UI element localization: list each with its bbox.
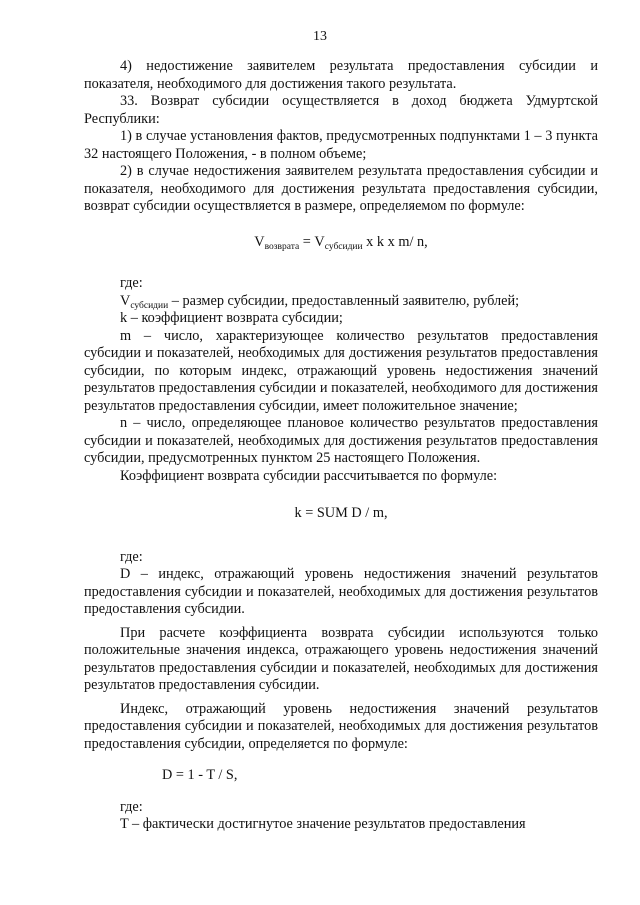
definition-m: m – число, характеризующее количество результатов предоставления субсидии и показателей, необходимых для достижения результатов предоставления субсидии, по которым индекс, отражающий уровень недостижения значений результатов предоставления субсидии и показателей, необходимого для достижения результатов предоставления субсидии, имеет положительное значение; xyxy=(84,327,598,414)
coefficient-intro: Коэффициент возврата субсидии рассчитывается по формуле: xyxy=(120,467,498,484)
formula-refund-eq: = V xyxy=(299,233,325,250)
definition-k: k – коэффициент возврата субсидии; xyxy=(120,310,343,326)
where-label-2: где: xyxy=(120,548,143,565)
definition-v-text: – размер субсидии, предоставленный заявителю, рублей; xyxy=(168,292,520,309)
definition-t: T – фактически достигнутое значение результатов предоставления xyxy=(120,816,526,832)
item-2: 2) в случае недостижения заявителем результата предоставления субсидии и показателя, необходимого для достижения результата предоставления субсидии, возврат субсидии осуществляется в размере, определяемом по формуле: xyxy=(84,163,598,214)
definition-d: D – индекс, отражающий уровень недостижения значений результатов предоставления субсидии и показателей, необходимых для достижения результатов предоставления субсидии. xyxy=(84,566,598,617)
formula-coefficient: k = SUM D / m, xyxy=(294,505,388,521)
page-number: 13 xyxy=(313,29,327,44)
formula-refund-v: V xyxy=(254,233,265,250)
formula-refund-sub-1: возврата xyxy=(264,241,300,252)
paragraph-calculation: При расчете коэффициента возврата субсидии используются только положительные значения индекса, отражающего уровень недостижения значений результатов предоставления субсидии и показателей, необходимых для достижения результатов предоставления субсидии. xyxy=(84,624,598,693)
item-1: 1) в случае установления фактов, предусмотренных подпунктами 1 – 3 пункта 32 настоящего Положения, - в полном объеме; xyxy=(84,128,598,162)
formula-refund xyxy=(84,234,598,252)
where-label-1: где: xyxy=(120,275,143,291)
definition-v-sub: субсидии xyxy=(130,300,169,311)
formula-refund-rest: x k x m/ n, xyxy=(362,233,428,250)
definition-v-symbol: V xyxy=(120,292,131,309)
formula-refund-sub-2: субсидии xyxy=(324,241,363,252)
where-label-3: где: xyxy=(120,798,143,815)
paragraph-33: 33. Возврат субсидии осуществляется в доход бюджета Удмуртской Республики: xyxy=(84,93,598,127)
paragraph-index: Индекс, отражающий уровень недостижения значений результатов предоставления субсидии и показателей, необходимых для достижения результатов предоставления субсидии, определяется по формуле: xyxy=(84,700,598,752)
paragraph-4: 4) недостижение заявителем результата предоставления субсидии и показателя, необходимого для достижения такого результата. xyxy=(84,58,598,92)
definition-n: n – число, определяющее плановое количество результатов предоставления субсидии и показателей, необходимых для достижения результатов предоставления субсидии, предусмотренных пунктом 25 настоящего Положения. xyxy=(84,415,598,466)
document-body xyxy=(84,58,598,834)
definition-v xyxy=(84,293,598,311)
formula-index: D = 1 - T / S, xyxy=(162,767,238,783)
